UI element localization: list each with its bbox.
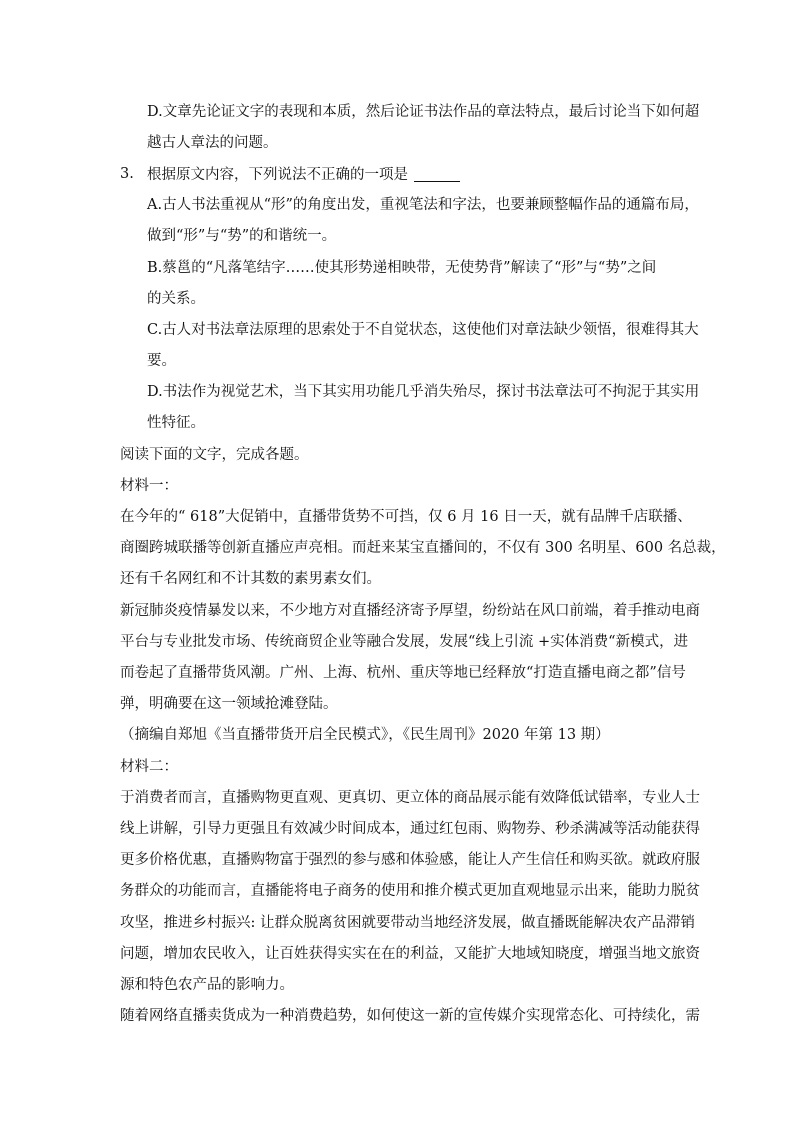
paragraph-line: 问题，增加农民收入，让百姓获得实实在在的利益，又能扩大地域知晓度，增强当地文旅资: [120, 946, 700, 962]
paragraph-line: 攻坚，推进乡村振兴: 让群众脱离贫困就要带动当地经济发展，做直播既能解决农产品滞销: [120, 915, 695, 931]
option-d2-text: D.书法作为视觉艺术，当下其实用功能几乎消失殆尽，探讨书法章法可不拘泥于其实用: [147, 384, 700, 400]
option-a-text: A.古人书法重视从“形”的角度出发，重视笔法和字法，也要兼顾整幅作品的通篇布局，: [147, 197, 699, 213]
paragraph-line: 于消费者而言，直播购物更直观、更真切、更立体的商品展示能有效降低试错率，专业人士: [120, 790, 700, 806]
option-b-text: B.蔡邕的“凡落笔结字……使其形势递相映带，无使势背”解读了“形”与“势”之间: [147, 260, 657, 276]
option-c-text: C.古人对书法章法原理的思索处于不自觉状态，这使他们对章法缺少领悟，很难得其大: [147, 322, 699, 338]
reading-instruction: 阅读下面的文字，完成各题。: [120, 447, 309, 463]
paragraph-line: 弹，明确要在这一领域抢滩登陆。: [120, 696, 338, 712]
material-one-heading: 材料一：: [120, 478, 178, 494]
answer-blank[interactable]: [414, 167, 460, 182]
paragraph-line: 线上讲解，引导力更强且有效减少时间成本，通过红包雨、购物券、秒杀满减等活动能获得: [120, 821, 700, 837]
paragraph-line: 源和特色农产品的影响力。: [120, 977, 294, 993]
paragraph-line: 更多价格优惠，直播购物富于强烈的参与感和体验感，能让人产生信任和购买欲。就政府服: [120, 852, 700, 868]
question-text: 根据原文内容，下列说法不正确的一项是: [147, 167, 408, 183]
paragraph-line: 新冠肺炎疫情暴发以来，不少地方对直播经济寄予厚望，纷纷站在风口前端，着手推动电商: [120, 603, 700, 619]
source-citation: （摘编自郑旭《当直播带货开启全民模式》，《民生周刊》2020 年第 13 期）: [120, 727, 610, 743]
option-d-text: D.文章先论证文字的表现和本质，然后论证书法作品的章法特点，最后讨论当下如何超: [147, 104, 700, 120]
paragraph-line: 在今年的“ 618”大促销中，直播带货势不可挡，仅 6 月 16 日一天，就有品牌千店联播、: [120, 509, 692, 525]
paragraph-line: 商圈跨城联播等创新直播应声亮相。而赶来某宝直播间的，不仅有 300 名明星、600 名总裁，: [120, 540, 726, 556]
option-b-text-cont: 的关系。: [147, 291, 205, 307]
material-two-heading: 材料二：: [120, 759, 178, 775]
option-a-text-cont: 做到“形”与“势”的和谐统一。: [147, 228, 337, 244]
option-d2-text-cont: 性特征。: [147, 415, 205, 431]
paragraph-line: 平台与专业批发市场、传统商贸企业等融合发展，发展“线上引流 +实体消费“新模式，进: [120, 634, 689, 650]
option-d-text-cont: 越古人章法的问题。: [147, 135, 278, 151]
question-number: 3.: [120, 166, 134, 182]
paragraph-line: 随着网络直播卖货成为一种消费趋势，如何使这一新的宣传媒介实现常态化、可持续化，需: [120, 1008, 700, 1024]
paragraph-line: 还有千名网红和不计其数的素男素女们。: [120, 571, 381, 587]
paragraph-line: 务群众的功能而言，直播能将电子商务的使用和推介模式更加直观地显示出来，能助力脱贫: [120, 883, 700, 899]
paragraph-line: 而卷起了直播带货风潮。广州、上海、杭州、重庆等地已经释放“打造直播电商之都”信号: [120, 665, 686, 681]
question-stem: [147, 167, 460, 183]
option-c-text-cont: 要。: [147, 353, 176, 369]
